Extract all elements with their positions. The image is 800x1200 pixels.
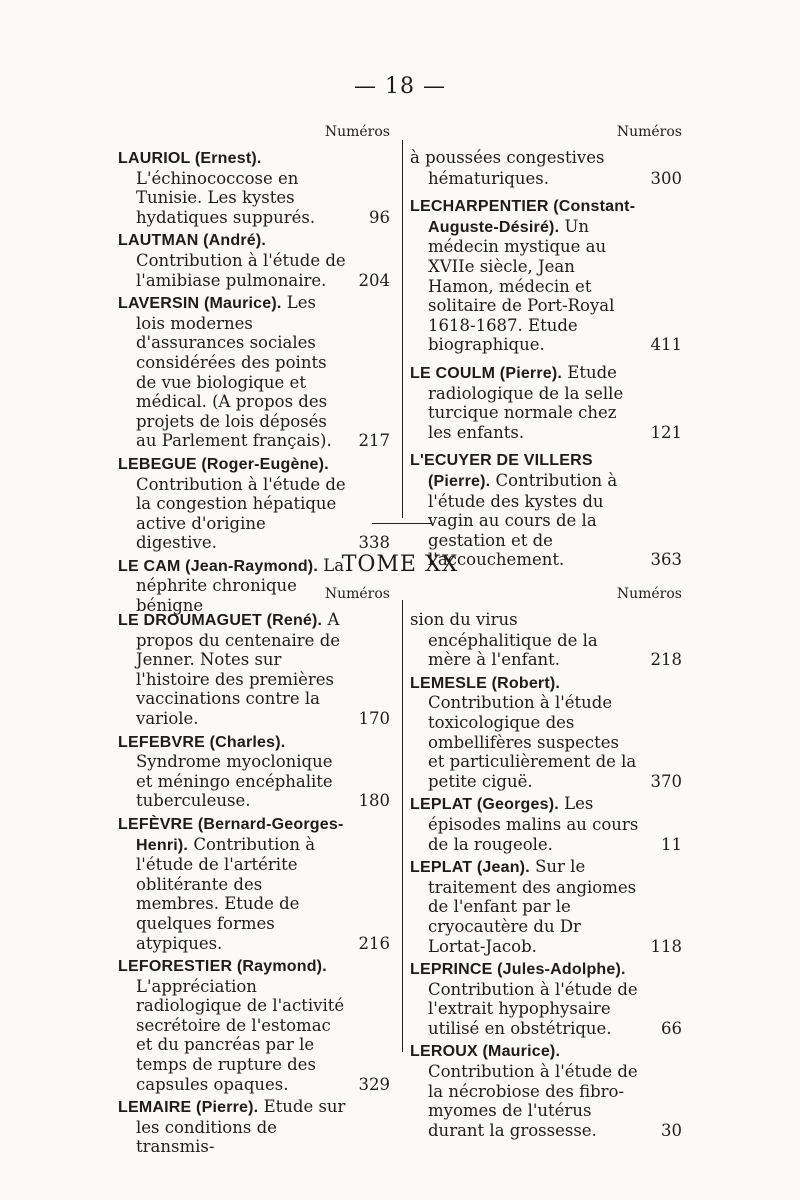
author-name: LECHARPENTIER (Constant-Auguste-Désiré). xyxy=(410,198,636,236)
index-entry xyxy=(410,794,682,854)
index-entry xyxy=(118,814,390,953)
thesis-number: 329 xyxy=(358,1074,390,1094)
thesis-title: Un médecin mystique au XVIIe siècle, Jean Hamon, médecin et solitaire de Port-Royal 1618-1687. Etude biographique. xyxy=(428,216,615,355)
thesis-number: 338 xyxy=(358,533,390,553)
thesis-title: Contribution à l'étude des kystes du vagin au cours de la gestation et de l'accouchement. xyxy=(428,470,618,570)
thesis-number: 118 xyxy=(650,936,682,956)
thesis-number: 170 xyxy=(358,708,390,728)
index-entry xyxy=(118,610,390,729)
author-name: LEFORESTIER (Raymond). xyxy=(118,958,327,976)
thesis-title: à poussées congestives hématuriques. xyxy=(410,148,605,188)
author-name: LEROUX (Maurice). xyxy=(410,1043,561,1061)
thesis-number: 30 xyxy=(661,1120,682,1140)
index-entry xyxy=(118,293,390,451)
thesis-title: Contribution à l'étude de la nécrobiose des fibro-myomes de l'utérus durant la grossesse. xyxy=(428,1062,638,1140)
thesis-title: Les épisodes malins au cours de la rougeole. xyxy=(428,794,639,854)
thesis-title: Contribution à l'étude de la congestion hépatique active d'origine digestive. xyxy=(136,474,346,553)
author-name: LE DROUMAGUET (René). xyxy=(118,612,323,629)
index-entry xyxy=(410,1041,682,1140)
index-entry xyxy=(118,1097,390,1157)
author-name: LEMESLE (Robert). xyxy=(410,674,561,692)
thesis-title: A propos du centenaire de Jenner. Notes sur l'histoire des premières vaccinations contre la variole. xyxy=(136,610,341,728)
thesis-number: 411 xyxy=(650,335,682,355)
bottom-left-column xyxy=(118,584,390,1157)
section-rule xyxy=(372,523,432,524)
thesis-title: L'échinococcose en Tunisie. Les kystes hydatiques suppurés. xyxy=(136,168,316,227)
index-entry xyxy=(410,363,682,442)
index-entry xyxy=(118,956,390,1094)
page-number: — 18 — xyxy=(354,74,446,99)
thesis-title: Sur le traitement des angiomes de l'enfant par le cryocautère du Dr Lortat-Jacob. xyxy=(428,857,637,956)
column-divider xyxy=(402,140,403,518)
thesis-title: Etude sur les conditions de transmis- xyxy=(136,1097,346,1157)
thesis-title: Syndrome myoclonique et méningo encéphalite tuberculeuse. xyxy=(136,752,333,811)
thesis-title: Contribution à l'étude de l'artérite oblitérante des membres. Etude de quelques formes atypiques. xyxy=(136,834,316,953)
thesis-title: La néphrite chronique bénigne xyxy=(136,555,345,616)
thesis-number: 300 xyxy=(650,168,682,188)
thesis-title: Contribution à l'étude toxicologique des ombellifères suspectes et particulièrement de la petite ciguë. xyxy=(428,693,637,791)
thesis-number: 363 xyxy=(650,550,682,570)
index-entry xyxy=(410,959,682,1038)
thesis-title: Contribution à l'étude de l'amibiase pulmonaire. xyxy=(136,250,346,290)
thesis-title: L'appréciation radiologique de l'activité secrétoire de l'estomac et du pancréas par le temps de rupture des capsules opaques. xyxy=(136,976,345,1094)
index-entry xyxy=(410,857,682,956)
top-right-column xyxy=(410,122,682,570)
author-name: LAUTMAN (André). xyxy=(118,232,267,250)
numeros-header: Numéros xyxy=(616,586,682,602)
numeros-header: Numéros xyxy=(324,124,390,140)
author-name: LEFÈVRE (Bernard-Georges-Henri). xyxy=(118,815,344,854)
author-name: LEPLAT (Jean). xyxy=(410,859,530,877)
thesis-number: 180 xyxy=(358,791,390,811)
thesis-number: 96 xyxy=(369,207,390,227)
index-entry xyxy=(118,454,390,553)
author-name: L'ECUYER DE VILLERS (Pierre). xyxy=(410,452,593,490)
thesis-number: 216 xyxy=(358,933,390,953)
top-left-column xyxy=(118,122,390,616)
author-name: LEPLAT (Georges). xyxy=(410,796,559,814)
thesis-number: 204 xyxy=(358,270,390,290)
author-name: LEPRINCE (Jules-Adolphe). xyxy=(410,961,626,979)
thesis-title: Les lois modernes d'assurances sociales considérées des points de vue biologique et médical. (A propos des projets de lois déposés au Parlement français). xyxy=(136,293,332,451)
index-entry xyxy=(410,148,682,188)
index-entry xyxy=(410,610,682,670)
author-name: LAURIOL (Ernest). xyxy=(118,150,262,167)
thesis-title: Etude radiologique de la selle turcique normale chez les enfants. xyxy=(428,362,624,442)
thesis-title: Contribution à l'étude de l'extrait hypophysaire utilisé en obstétrique. xyxy=(428,979,638,1038)
thesis-number: 217 xyxy=(358,431,390,451)
thesis-number: 370 xyxy=(650,771,682,791)
index-entry xyxy=(410,196,682,355)
index-entry xyxy=(118,230,390,290)
thesis-title: sion du virus encéphalitique de la mère à l'enfant. xyxy=(410,610,598,670)
author-name: LE COULM (Pierre). xyxy=(410,364,563,382)
tome-title: TOME XX xyxy=(341,552,459,577)
author-name: LEMAIRE (Pierre). xyxy=(118,1099,259,1117)
author-name: LE CAM (Jean-Raymond). xyxy=(118,557,318,575)
thesis-number: 121 xyxy=(650,422,682,442)
thesis-number: 11 xyxy=(661,834,682,854)
index-entry xyxy=(118,148,390,227)
numeros-header: Numéros xyxy=(616,124,682,140)
bottom-section xyxy=(118,584,682,1157)
bottom-right-column xyxy=(410,584,682,1140)
author-name: LEBEGUE (Roger-Eugène). xyxy=(118,455,329,473)
index-entry xyxy=(118,732,390,811)
author-name: LAVERSIN (Maurice). xyxy=(118,295,282,313)
thesis-number: 66 xyxy=(661,1018,682,1038)
thesis-number: 218 xyxy=(650,650,682,670)
numeros-header: Numéros xyxy=(324,586,390,602)
column-divider xyxy=(402,600,403,1052)
author-name: LEFEBVRE (Charles). xyxy=(118,733,286,751)
index-entry xyxy=(410,673,682,792)
